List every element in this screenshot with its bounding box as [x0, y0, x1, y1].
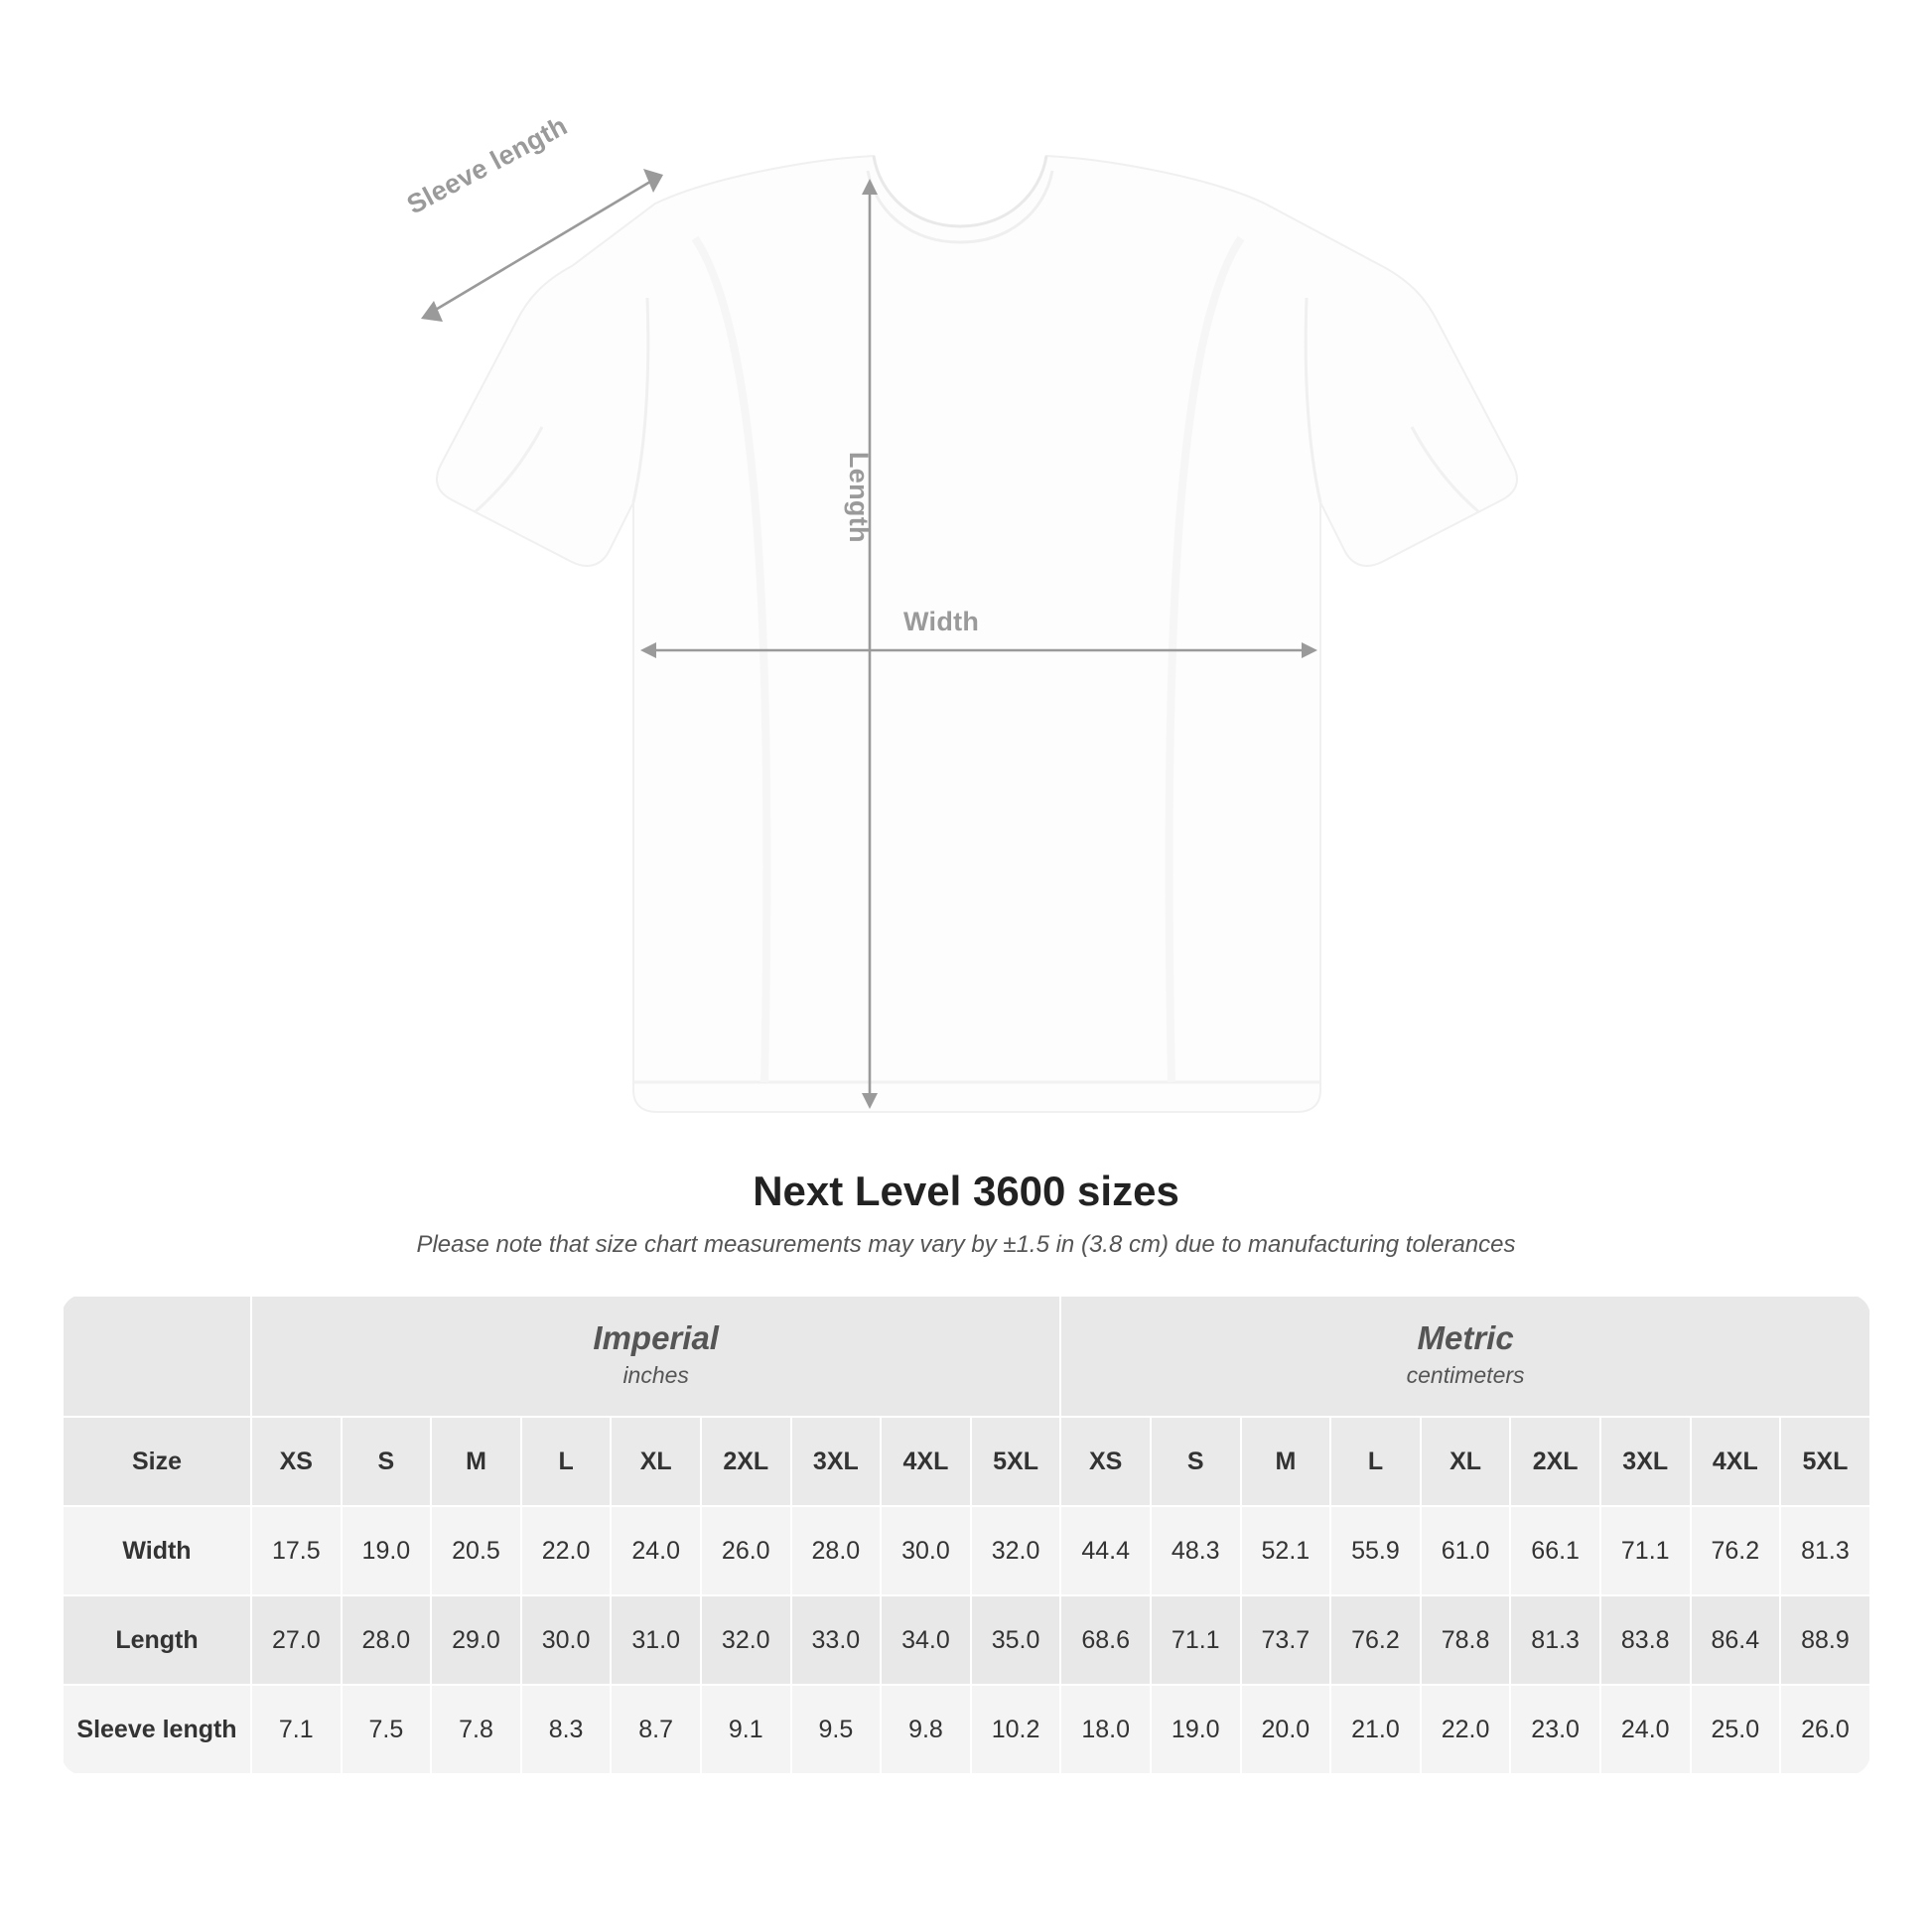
- cell: 22.0: [1421, 1685, 1511, 1774]
- size-col-header: 5XL: [971, 1417, 1061, 1506]
- cell: 33.0: [791, 1595, 882, 1685]
- cell: 71.1: [1151, 1595, 1241, 1685]
- cell: 18.0: [1060, 1685, 1151, 1774]
- cell: 34.0: [881, 1595, 971, 1685]
- size-col-header: 3XL: [791, 1417, 882, 1506]
- unit-header-blank: [63, 1296, 251, 1417]
- size-col-header: L: [1330, 1417, 1421, 1506]
- cell: 30.0: [881, 1506, 971, 1595]
- size-col-header: M: [1241, 1417, 1331, 1506]
- unit-header-metric: [1060, 1296, 1869, 1417]
- cell: 29.0: [431, 1595, 521, 1685]
- cell: 73.7: [1241, 1595, 1331, 1685]
- cell: 21.0: [1330, 1685, 1421, 1774]
- cell: 27.0: [251, 1595, 342, 1685]
- cell: 25.0: [1691, 1685, 1781, 1774]
- size-col-header: 5XL: [1780, 1417, 1870, 1506]
- unit-header-imperial-sub: inches: [622, 1361, 689, 1388]
- cell: 52.1: [1241, 1506, 1331, 1595]
- table-row: [63, 1685, 1870, 1774]
- cell: 10.2: [971, 1685, 1061, 1774]
- cell: 81.3: [1510, 1595, 1600, 1685]
- cell: 8.3: [521, 1685, 612, 1774]
- cell: 83.8: [1600, 1595, 1691, 1685]
- size-col-header: 4XL: [1691, 1417, 1781, 1506]
- cell: 35.0: [971, 1595, 1061, 1685]
- cell: 20.0: [1241, 1685, 1331, 1774]
- cell: 86.4: [1691, 1595, 1781, 1685]
- unit-header-metric-sub: centimeters: [1406, 1361, 1525, 1388]
- unit-header-imperial: [251, 1296, 1060, 1417]
- size-col-header: M: [431, 1417, 521, 1506]
- cell: 22.0: [521, 1506, 612, 1595]
- size-col-header: 3XL: [1600, 1417, 1691, 1506]
- size-header-label: Size: [63, 1417, 251, 1506]
- cell: 26.0: [701, 1506, 791, 1595]
- size-table-wrapper: [62, 1295, 1870, 1775]
- cell: 55.9: [1330, 1506, 1421, 1595]
- cell: 7.5: [342, 1685, 432, 1774]
- size-col-header: S: [1151, 1417, 1241, 1506]
- cell: 76.2: [1330, 1595, 1421, 1685]
- sleeve-length-dimension-label: Sleeve length: [402, 110, 573, 220]
- size-col-header: XS: [1060, 1417, 1151, 1506]
- cell: 44.4: [1060, 1506, 1151, 1595]
- cell: 76.2: [1691, 1506, 1781, 1595]
- unit-header-row: [63, 1296, 1870, 1417]
- size-col-header: 2XL: [701, 1417, 791, 1506]
- size-col-header: XL: [611, 1417, 701, 1506]
- title-block: [0, 1168, 1932, 1259]
- size-table: [62, 1295, 1870, 1775]
- cell: 24.0: [611, 1506, 701, 1595]
- cell: 17.5: [251, 1506, 342, 1595]
- tolerance-note: Please note that size chart measurements may vary by ±1.5 in (3.8 cm) due to manufacturing tolerances: [416, 1231, 1516, 1258]
- cell: 48.3: [1151, 1506, 1241, 1595]
- size-col-header: L: [521, 1417, 612, 1506]
- width-dimension-label: Width: [903, 607, 980, 636]
- cell: 78.8: [1421, 1595, 1511, 1685]
- size-col-header: 4XL: [881, 1417, 971, 1506]
- cell: 32.0: [971, 1506, 1061, 1595]
- cell: 26.0: [1780, 1685, 1870, 1774]
- cell: 23.0: [1510, 1685, 1600, 1774]
- cell: 7.1: [251, 1685, 342, 1774]
- table-row: [63, 1506, 1870, 1595]
- size-col-header: 2XL: [1510, 1417, 1600, 1506]
- size-col-header: XS: [251, 1417, 342, 1506]
- cell: 9.5: [791, 1685, 882, 1774]
- cell: 71.1: [1600, 1506, 1691, 1595]
- page-title: Next Level 3600 sizes: [753, 1168, 1179, 1214]
- size-col-header: XL: [1421, 1417, 1511, 1506]
- cell: 30.0: [521, 1595, 612, 1685]
- size-col-header: S: [342, 1417, 432, 1506]
- cell: 24.0: [1600, 1685, 1691, 1774]
- table-row: [63, 1595, 1870, 1685]
- cell: 8.7: [611, 1685, 701, 1774]
- cell: 81.3: [1780, 1506, 1870, 1595]
- cell: 7.8: [431, 1685, 521, 1774]
- cell: 28.0: [342, 1595, 432, 1685]
- length-dimension-label: Length: [844, 452, 874, 543]
- cell: 32.0: [701, 1595, 791, 1685]
- cell: 9.8: [881, 1685, 971, 1774]
- cell: 66.1: [1510, 1506, 1600, 1595]
- cell: 9.1: [701, 1685, 791, 1774]
- row-header-sleeve-length: Sleeve length: [63, 1685, 251, 1774]
- cell: 28.0: [791, 1506, 882, 1595]
- cell: 20.5: [431, 1506, 521, 1595]
- cell: 19.0: [1151, 1685, 1241, 1774]
- cell: 88.9: [1780, 1595, 1870, 1685]
- row-header-width: Width: [63, 1506, 251, 1595]
- cell: 19.0: [342, 1506, 432, 1595]
- cell: 68.6: [1060, 1595, 1151, 1685]
- unit-header-imperial-name: Imperial: [593, 1318, 719, 1356]
- size-header-row: [63, 1417, 1870, 1506]
- row-header-length: Length: [63, 1595, 251, 1685]
- cell: 31.0: [611, 1595, 701, 1685]
- unit-header-metric-name: Metric: [1417, 1318, 1514, 1356]
- cell: 61.0: [1421, 1506, 1511, 1595]
